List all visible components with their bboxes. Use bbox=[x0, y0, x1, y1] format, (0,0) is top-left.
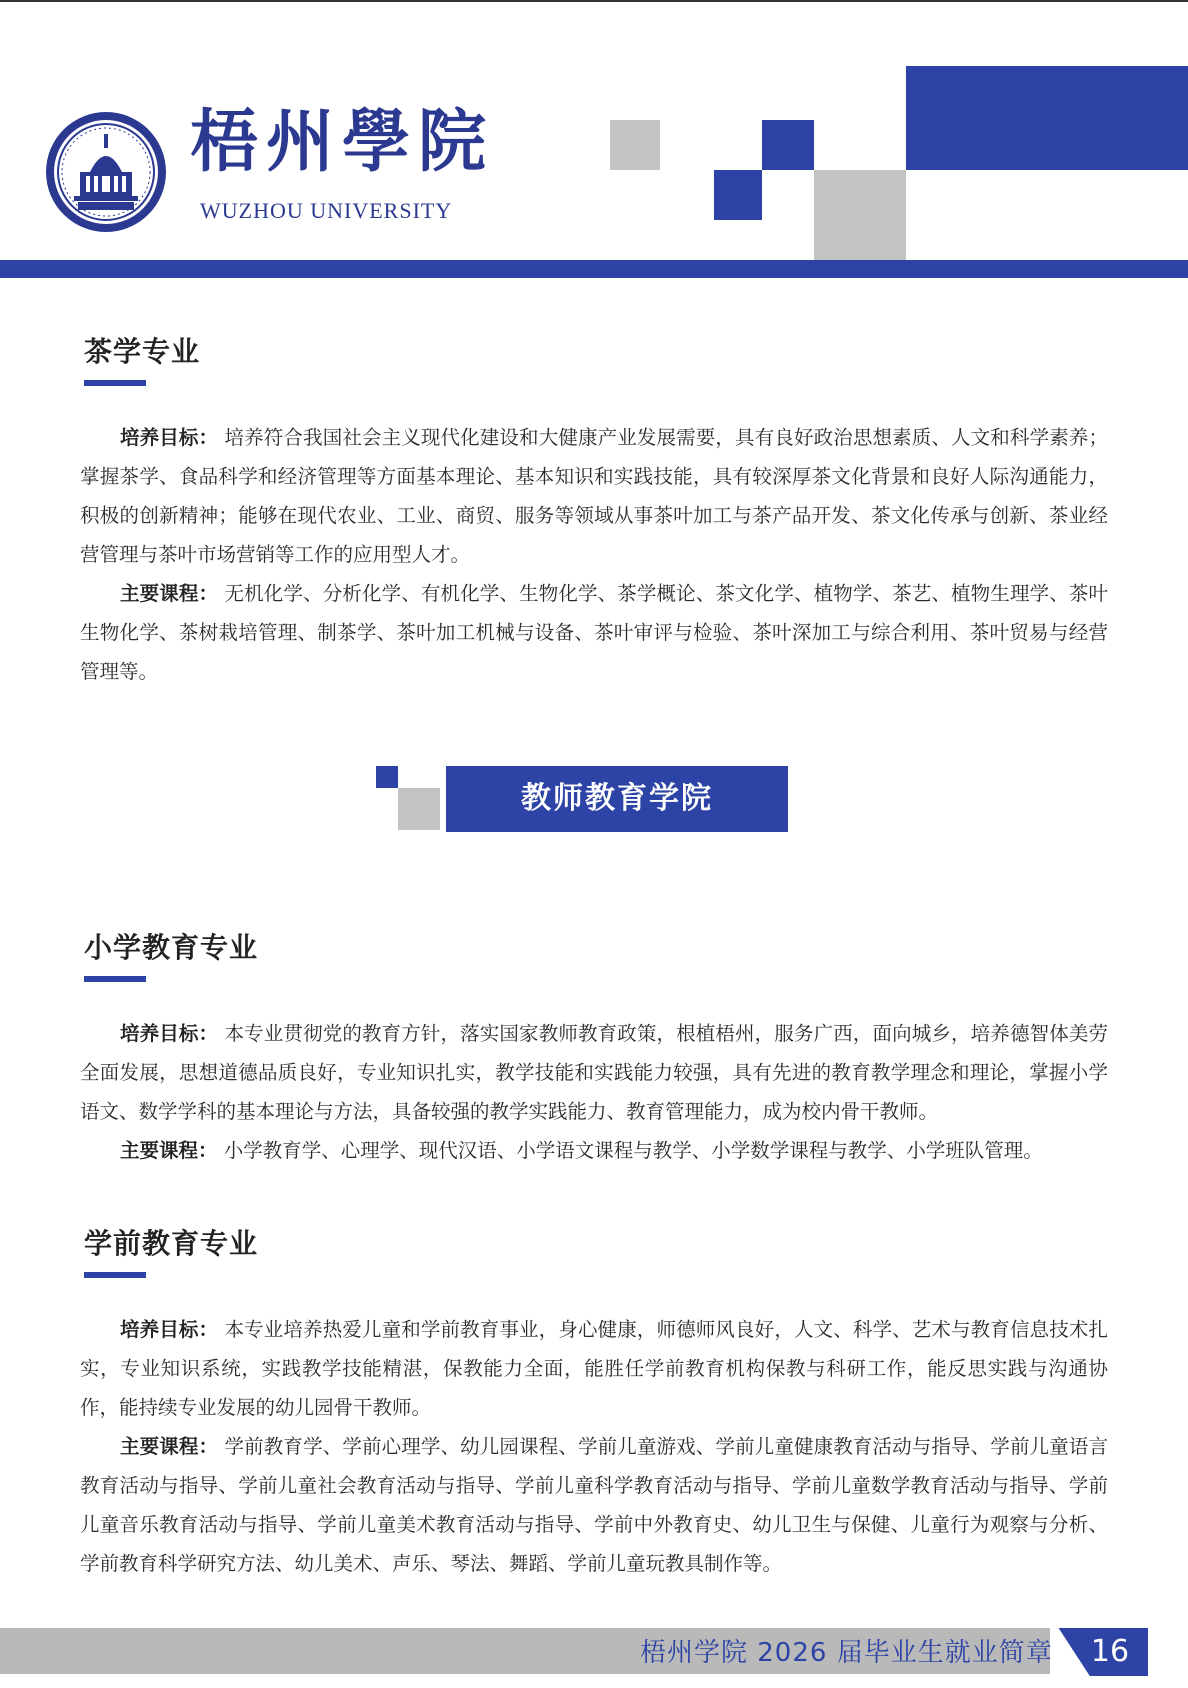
course-label: 主要课程： bbox=[120, 1139, 218, 1162]
decor-square-blue-small bbox=[762, 120, 814, 170]
decor-square-blue-large bbox=[906, 66, 1188, 170]
page-number: 16 bbox=[1090, 1634, 1130, 1669]
university-seal-logo bbox=[44, 110, 168, 234]
primary-course-paragraph bbox=[80, 1131, 1108, 1170]
university-name-cn: 梧州學院 bbox=[190, 102, 495, 182]
course-label: 主要课程： bbox=[120, 1435, 219, 1458]
tea-course-paragraph bbox=[80, 574, 1108, 691]
decor-square-gray-small bbox=[610, 120, 660, 170]
preschool-course-paragraph bbox=[80, 1427, 1108, 1583]
goal-text: 培养符合我国社会主义现代化建设和大健康产业发展需要，具有良好政治思想素质、人文和科学素养；掌握茶学、食品科学和经济管理等方面基本理论、基本知识和实践技能，具有较深厚茶文化背景和良好人际沟通能力，积极的创新精神；能够在现代农业、工业、商贸、服务等领域从事茶叶加工与茶产品开发、茶文化传承与创新、茶业经营管理与茶叶市场营销等工作的应用型人才。 bbox=[80, 426, 1108, 566]
course-text: 小学教育学、心理学、现代汉语、小学语文课程与教学、小学数学课程与教学、小学班队管理。 bbox=[223, 1139, 1043, 1162]
section-underline bbox=[84, 380, 146, 386]
goal-label: 培养目标： bbox=[120, 1022, 219, 1045]
decor-square-gray-large bbox=[814, 170, 906, 260]
header-divider-bar bbox=[0, 260, 1188, 278]
decor-square-blue-mid bbox=[714, 170, 762, 220]
course-text: 无机化学、分析化学、有机化学、生物化学、茶学概论、茶文化学、植物学、茶艺、植物生理学、茶叶生物化学、茶树栽培管理、制茶学、茶叶加工机械与设备、茶叶审评与检验、茶叶深加工与综合利用、茶叶贸易与经营管理等。 bbox=[80, 582, 1108, 683]
university-name-en: WUZHOU UNIVERSITY bbox=[200, 198, 453, 223]
section-title-primary: 小学教育专业 bbox=[84, 931, 259, 964]
goal-text: 本专业培养热爱儿童和学前教育事业，身心健康，师德师风良好，人文、科学、艺术与教育信息技术扎实，专业知识系统，实践教学技能精湛，保教能力全面，能胜任学前教育机构保教与科研工作，能反思实践与沟通协作，能持续专业发展的幼儿园骨干教师。 bbox=[80, 1318, 1108, 1419]
goal-label: 培养目标： bbox=[120, 426, 219, 449]
section-underline bbox=[84, 976, 146, 982]
banner-decor-gray bbox=[398, 788, 440, 830]
footer-title: 梧州学院 2026 届毕业生就业简章 bbox=[640, 1638, 1053, 1668]
top-border-line bbox=[0, 0, 1188, 2]
section-title-preschool: 学前教育专业 bbox=[84, 1227, 259, 1260]
goal-label: 培养目标： bbox=[120, 1318, 219, 1341]
course-label: 主要课程： bbox=[120, 582, 219, 605]
section-title-tea: 茶学专业 bbox=[84, 335, 201, 368]
tea-goal-paragraph bbox=[80, 418, 1108, 574]
course-text: 学前教育学、学前心理学、幼儿园课程、学前儿童游戏、学前儿童健康教育活动与指导、学前儿童语言教育活动与指导、学前儿童社会教育活动与指导、学前儿童科学教育活动与指导、学前儿童数学教育活动与指导、学前儿童音乐教育活动与指导、学前儿童美术教育活动与指导、学前中外教育史、幼儿卫生与保健、儿童行为观察与分析、学前教育科学研究方法、幼儿美术、声乐、琴法、舞蹈、学前儿童玩教具制作等。 bbox=[80, 1435, 1108, 1575]
banner-decor-blue bbox=[376, 766, 398, 788]
section-underline bbox=[84, 1272, 146, 1278]
college-banner: 教师教育学院 bbox=[446, 766, 788, 832]
preschool-goal-paragraph bbox=[80, 1310, 1108, 1427]
goal-text: 本专业贯彻党的教育方针，落实国家教师教育政策，根植梧州，服务广西，面向城乡，培养德智体美劳全面发展，思想道德品质良好，专业知识扎实，教学技能和实践能力较强，具有先进的教育教学理念和理论，掌握小学语文、数学学科的基本理论与方法，具备较强的教学实践能力、教育管理能力，成为校内骨干教师。 bbox=[80, 1022, 1108, 1123]
primary-goal-paragraph bbox=[80, 1014, 1108, 1131]
